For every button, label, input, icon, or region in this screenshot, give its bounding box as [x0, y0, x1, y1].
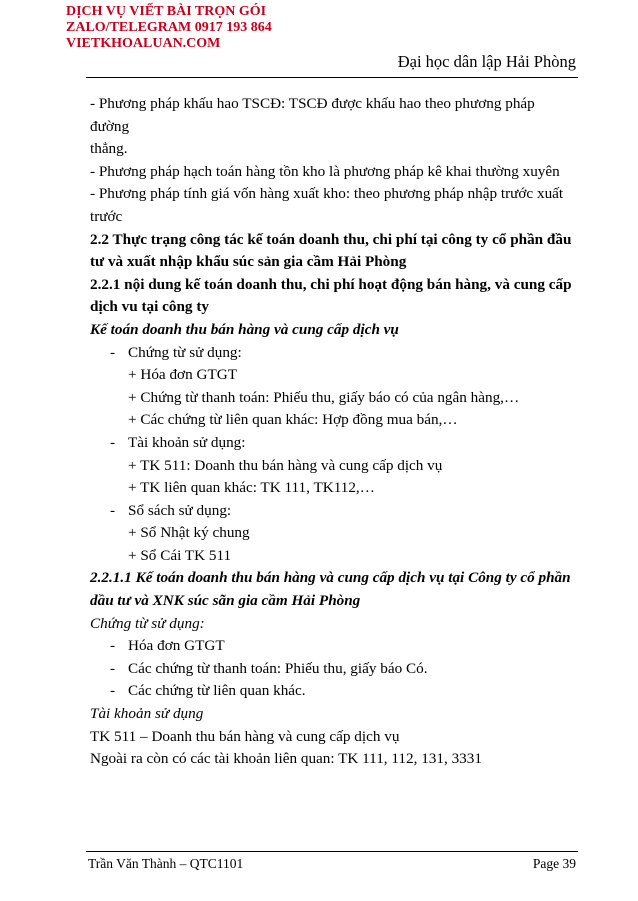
- paragraph-cost-method-cont: trước: [90, 207, 123, 225]
- list-item-label: Các chứng từ thanh toán: Phiếu thu, giấy báo Có.: [128, 659, 428, 677]
- sub-item-ledger: + Sổ Cái TK 511: [128, 546, 232, 564]
- header-school: Đại học dân lập Hải Phòng: [397, 52, 576, 71]
- page-content: [90, 93, 576, 771]
- list-dash: -: [110, 433, 116, 451]
- page-number: Page 39: [532, 856, 576, 871]
- list-dash: -: [110, 343, 116, 361]
- sub-item-tk-511: + TK 511: Doanh thu bán hàng và cung cấp dịch vụ: [128, 456, 443, 474]
- label-accounts-used: Tài khoản sử dụng: [90, 705, 204, 723]
- sub-item-other-docs: + Các chứng từ liên quan khác: Hợp đồng mua bán,…: [128, 411, 458, 429]
- heading-2-2: 2.2 Thực trạng công tác kế toán doanh thu, chi phí tại công ty cổ phần đầu: [90, 230, 572, 248]
- footer-author: Trần Văn Thành – QTC1101: [88, 856, 244, 871]
- list-item-label: Chứng từ sử dụng:: [128, 343, 242, 361]
- paragraph-inventory: - Phương pháp hạch toán hàng tồn kho là phương pháp kê khai thường xuyên: [90, 162, 560, 180]
- heading-2-2-1-1-cont: dầu tư và XNK súc sãn gia cầm Hải Phòng: [90, 592, 361, 610]
- heading-2-2-1-cont: dịch vu tại công ty: [90, 298, 209, 316]
- list-item-documents: [110, 342, 576, 365]
- paragraph-depreciation: - Phương pháp khấu hao TSCĐ: TSCĐ được khấu hao theo phương pháp đường: [90, 95, 535, 135]
- list-item-other-docs: [110, 680, 576, 703]
- list-item-label: Sổ sách sử dụng:: [128, 501, 232, 519]
- sub-item-invoice: + Hóa đơn GTGT: [128, 366, 237, 384]
- list-item-label: Tài khoản sử dụng:: [128, 433, 246, 451]
- heading-2-2-cont: tư và xuất nhập khẩu súc sản gia cầm Hải Phòng: [90, 253, 407, 271]
- footer-divider: [86, 851, 578, 852]
- list-item-label: Hóa đơn GTGT: [128, 637, 225, 655]
- sub-item-tk-related: + TK liên quan khác: TK 111, TK112,…: [128, 479, 375, 497]
- list-dash: -: [110, 637, 116, 655]
- list-item-payment-docs: [110, 658, 576, 681]
- sub-item-payment-docs: + Chứng từ thanh toán: Phiếu thu, giấy báo có của ngân hàng,…: [128, 388, 520, 406]
- watermark-line-3: VIETKHOALUAN.COM: [66, 36, 221, 51]
- list-item-books: [110, 500, 576, 523]
- list-item-accounts: [110, 432, 576, 455]
- paragraph-cost-method: - Phương pháp tính giá vốn hàng xuất kho: theo phương pháp nhập trước xuất: [90, 185, 564, 203]
- label-documents-used: Chứng từ sử dụng:: [90, 614, 205, 632]
- heading-2-2-1: 2.2.1 nội dung kế toán doanh thu, chi phí hoạt động bán hàng, và cung cấp: [90, 275, 572, 293]
- header-divider: [86, 77, 578, 78]
- list-dash: -: [110, 659, 116, 677]
- list-item-invoice: [110, 635, 576, 658]
- list-dash: -: [110, 501, 116, 519]
- watermark-line-2: ZALO/TELEGRAM 0917 193 864: [66, 20, 272, 35]
- list-dash: -: [110, 682, 116, 700]
- list-item-label: Các chứng từ liên quan khác.: [128, 682, 306, 700]
- watermark: [66, 4, 272, 52]
- paragraph-tk-511: TK 511 – Doanh thu bán hàng và cung cấp dịch vụ: [90, 727, 400, 745]
- paragraph-depreciation-cont: thẳng.: [90, 140, 128, 158]
- sub-item-journal: + Sổ Nhật ký chung: [128, 524, 250, 542]
- paragraph-related-accounts: Ngoài ra còn có các tài khoản liên quan: TK 111, 112, 131, 3331: [90, 750, 482, 768]
- subheading-revenue: Kế toán doanh thu bán hàng và cung cấp dịch vụ: [90, 320, 399, 338]
- watermark-line-1: DỊCH VỤ VIẾT BÀI TRỌN GÓI: [66, 4, 267, 19]
- heading-2-2-1-1: 2.2.1.1 Kế toán doanh thu bán hàng và cung cấp dịch vụ tại Công ty cổ phần: [90, 569, 571, 587]
